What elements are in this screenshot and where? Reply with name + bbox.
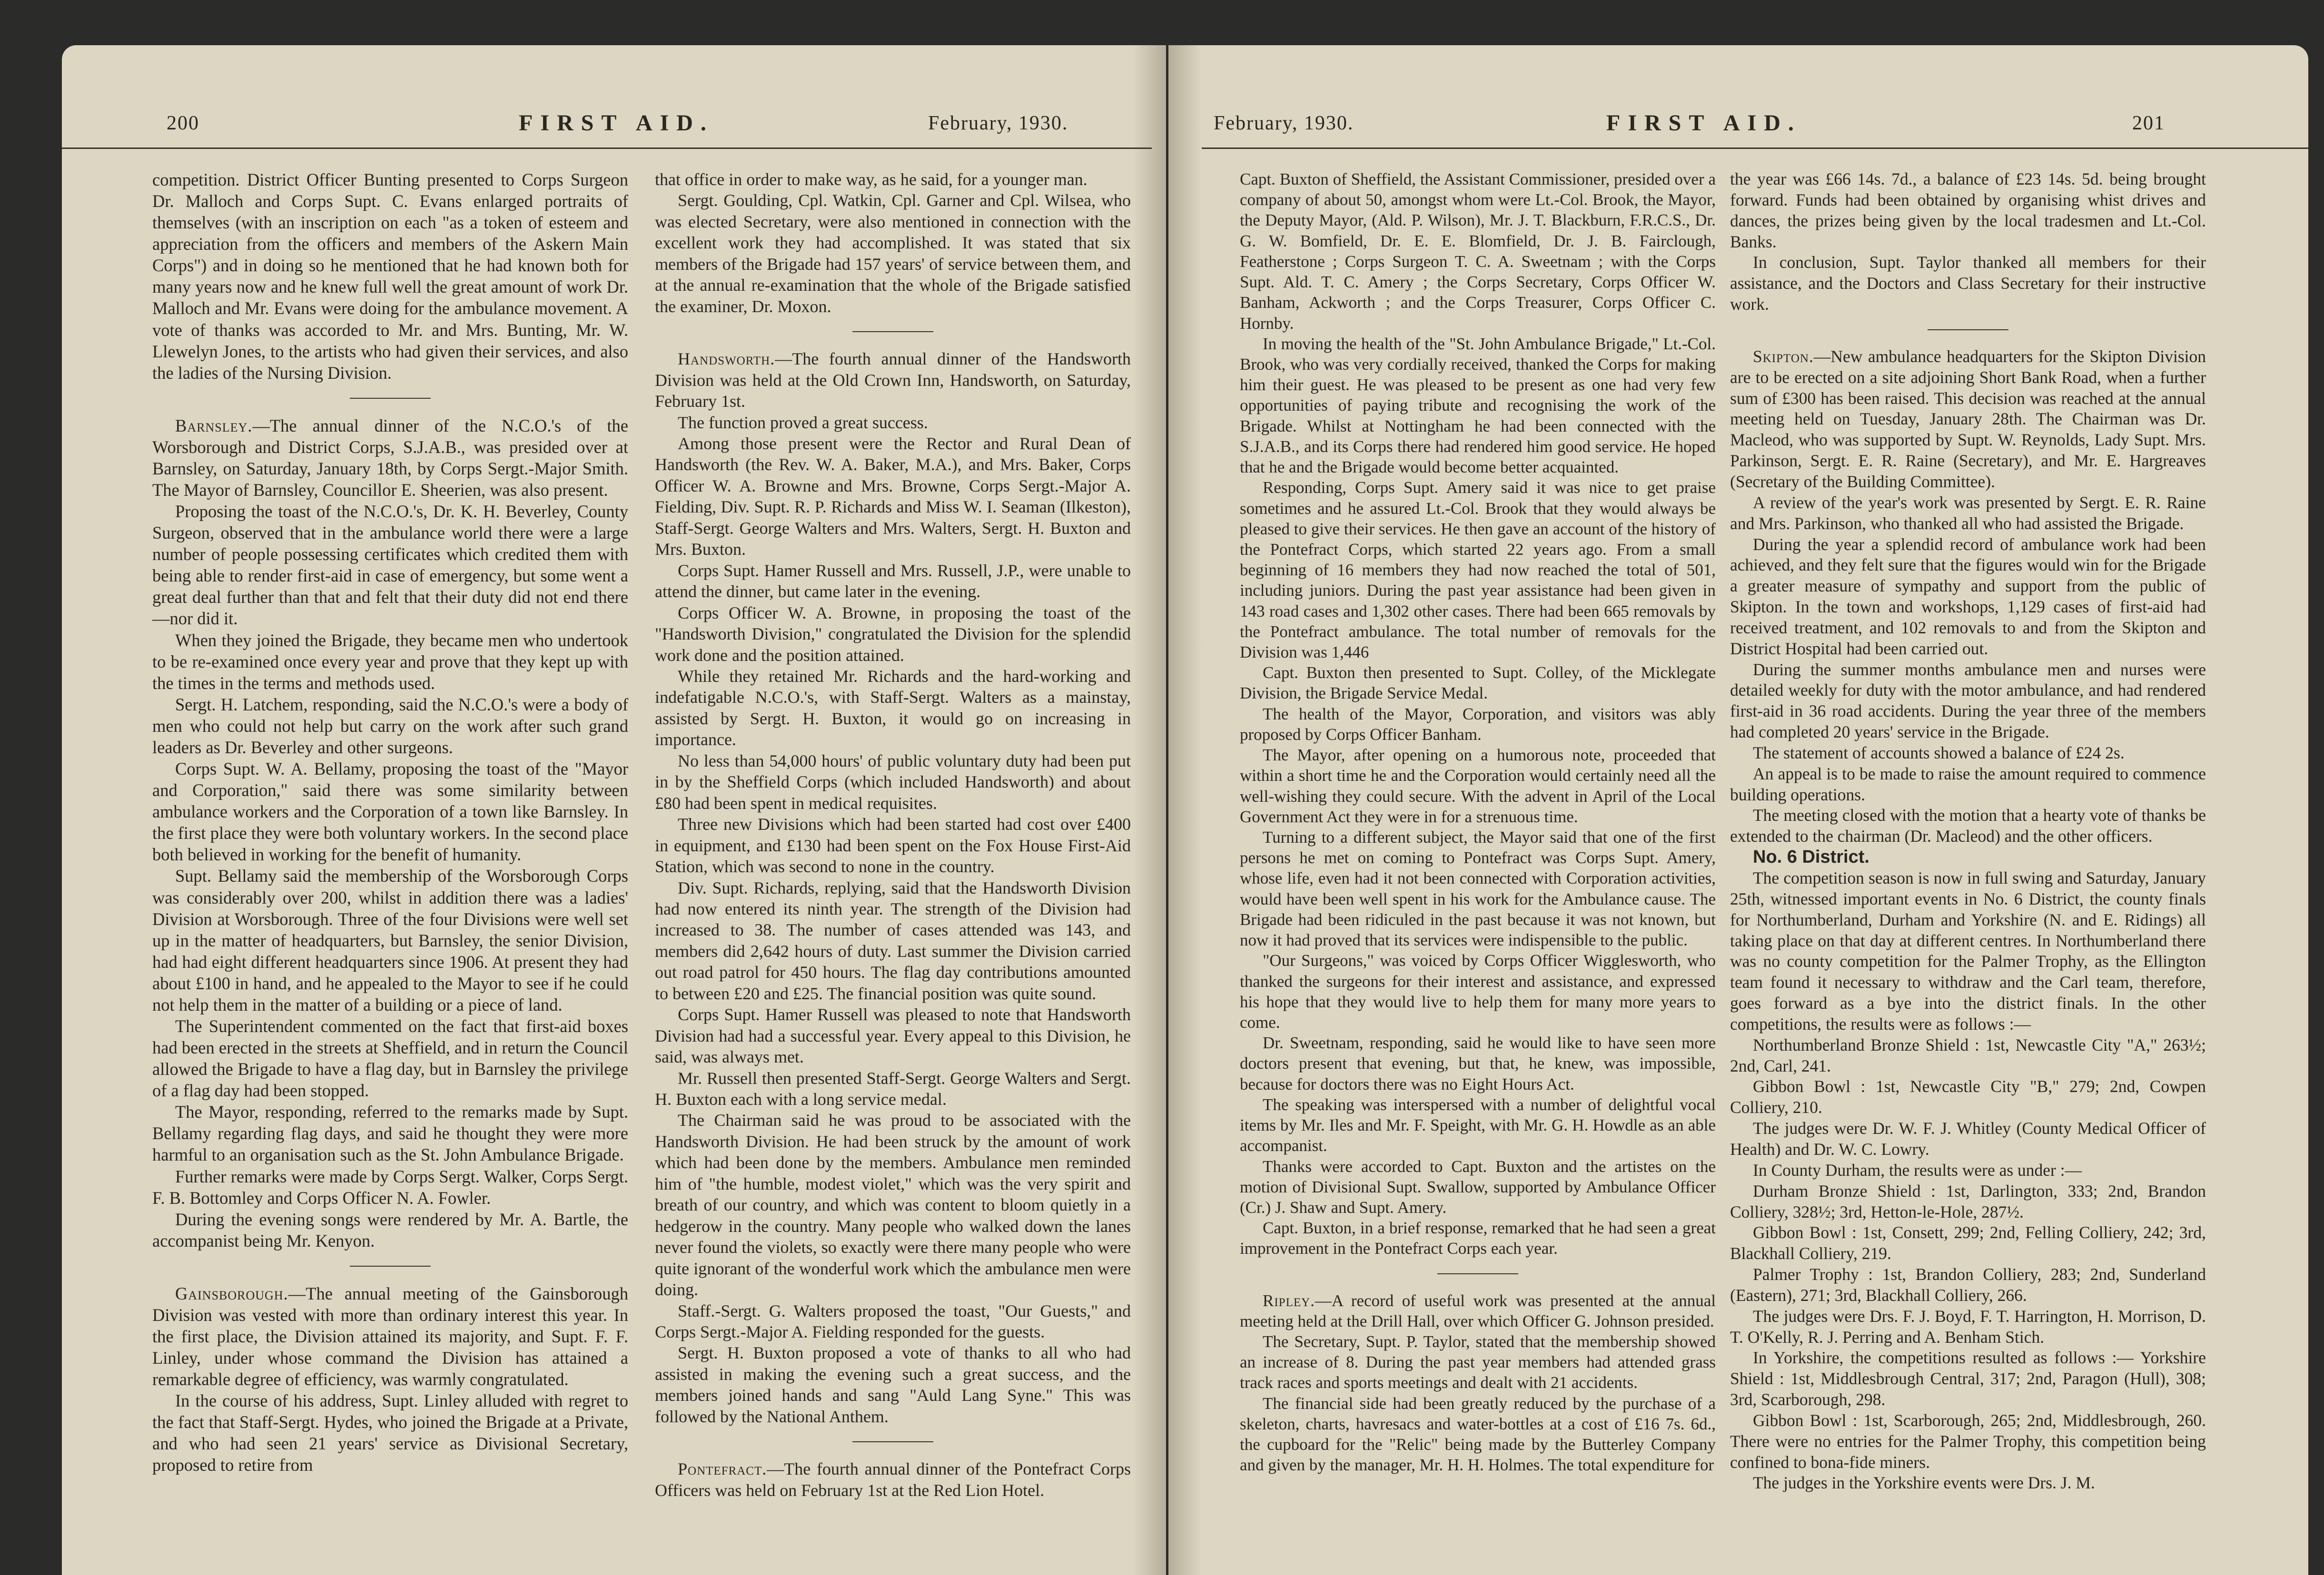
issue-date: February, 1930.: [1214, 112, 1354, 134]
header-rule: [1202, 148, 2308, 149]
paragraph: [1240, 950, 1716, 1033]
paragraph: [152, 630, 628, 694]
paragraph: [1730, 805, 2206, 847]
section-divider: [350, 398, 431, 399]
report-paragraph-lead: [1730, 346, 2206, 492]
text-column-1: [152, 169, 628, 1476]
paragraph: [655, 169, 1131, 190]
paragraph-text: Dr. Sweetnam, responding, said he would like to have seen more doctors present that evening, but that, he knew, was impossible, because for doctors there was no Eight Hours Act.: [1240, 1034, 1716, 1093]
paragraph: [1730, 743, 2206, 764]
paragraph: [1240, 662, 1716, 703]
paragraph-text: The financial side had been greatly reduced by the purchase of a skeleton, charts, havresacs and water-bottles at a cost of £16 7s. 6d., the cupboard for the "Relic" being made by the Butterley Company and given by the manager, Mr. H. H. Holmes. The total expenditure for: [1240, 1394, 1716, 1475]
paragraph: [655, 190, 1131, 317]
paragraph-text: In Yorkshire, the competitions resulted as follows :— Yorkshire Shield : 1st, Middlesbrough Central, 317; 2nd, Paragon (Hull), 308; 3rd, Scarborough, 298.: [1730, 1348, 2206, 1409]
paragraph: [1240, 334, 1716, 478]
paragraph-text: Further remarks were made by Corps Sergt. Walker, Corps Sergt. F. B. Bottomley and Corps Officer N. A. Fowler.: [152, 1166, 628, 1208]
paragraph: [1730, 1306, 2206, 1348]
paragraph-text: Gibbon Bowl : 1st, Scarborough, 265; 2nd, Middlesbrough, 260. There were no entries for the Palmer Trophy, this competition being confined to bona-fide miners.: [1730, 1410, 2206, 1472]
paragraph-text: Sergt. Goulding, Cpl. Watkin, Cpl. Garner and Cpl. Wilsea, who was elected Secretary, were also mentioned in connection with the excellent work they had accomplished. It was stated that six members of the Brigade had 157 years' of service between them, and at the annual re-examination that the whole of the Brigade satisfied the examiner, Dr. Moxon.: [655, 191, 1131, 316]
paragraph: [655, 412, 1131, 433]
paragraph-text: During the evening songs were rendered by Mr. A. Bartle, the accompanist being Mr. Kenyon.: [152, 1209, 628, 1250]
paragraph: [1240, 745, 1716, 827]
paragraph-text: An appeal is to be made to raise the amount required to commence building operations.: [1730, 764, 2206, 804]
paragraph: [152, 1209, 628, 1251]
paragraph-text: Supt. Bellamy said the membership of the Worsborough Corps was considerably over 200, whilst in addition there was a ladies' Division at Worsborough. Three of the four Divisions were well set up in the matter of headquarters, but Barnsley, the senior Division, had had eight different headquarters since 1906. At present they had about £100 in hand, and he appealed to the Mayor to see if he could not help them in the matter of a building or a piece of land.: [152, 866, 628, 1014]
paragraph: [1240, 1033, 1716, 1094]
paragraph: [1240, 1331, 1716, 1393]
paragraph: [152, 865, 628, 1015]
paragraph-text: When they joined the Brigade, they became men who undertook to be re-examined once every year and prove that they kept up with the times in the terms and methods used.: [152, 630, 628, 693]
paragraph: [655, 1068, 1131, 1110]
paragraph-text: —New ambulance headquarters for the Skipton Division are to be erected on a site adjoining Short Bank Road, when a further sum of £300 has been raised. This decision was reached at the annual meeting held on Tuesday, January 28th. The Chairman was Dr. Macleod, who was supported by Supt. W. Reynolds, Lady Supt. Mrs. Parkinson, Sergt. E. R. Raine (Secretary), and Mr. E. Hargreaves (Secretary of the Building Committee).: [1730, 346, 2206, 491]
paragraph: [655, 433, 1131, 560]
paragraph-text: Sergt. H. Latchem, responding, said the N.C.O.'s were a body of men who could not help but carry on the work after such grand leaders as Dr. Beverley and other surgeons.: [152, 694, 628, 757]
paragraph-text: Northumberland Bronze Shield : 1st, Newcastle City "A," 263½; 2nd, Carl, 241.: [1730, 1035, 2206, 1075]
paragraph-text: During the year a splendid record of ambulance work had been achieved, and they felt sure that the figures would win for the Brigade a greater measure of sympathy and support from the public of Skipton. In the town and workshops, 1,129 cases of first-aid had received treatment, and 102 removals to and from the Skipton and District Hospital had been carried out.: [1730, 534, 2206, 658]
paragraph-text: The Chairman said he was proud to be associated with the Handsworth Division. He had been struck by the amount of work which had been done by the members. Ambulance men reminded him of "the humble, modest violet," which was the very spirit and breath of our country, and which was content to bloom quietly in a hedgerow in the country. Many people who walked down the lanes never found the violets, so exactly were there many people who were quite ignorant of the wonderful work which the ambulance men were doing.: [655, 1111, 1131, 1299]
paragraph: [152, 501, 628, 629]
paragraph-text: —The annual dinner of the N.C.O.'s of the Worsborough and District Corps, S.J.A.B., was presided over at Barnsley, on Saturday, January 18th, by Corps Sergt.-Major Smith. The Mayor of Barnsley, Councillor E. Sheerien, was also present.: [152, 415, 628, 500]
text-column-2: [655, 169, 1131, 1501]
paragraph: [152, 169, 628, 384]
paragraph-text: Thanks were accorded to Capt. Buxton and the artistes on the motion of Divisional Supt. Swallow, supported by Ambulance Officer (Cr.) J. Shaw and Supt. Amery.: [1240, 1157, 1716, 1217]
paragraph-text: —The fourth annual dinner of the Pontefract Corps Officers was held on February 1st at the Red Lion Hotel.: [655, 1459, 1131, 1500]
paragraph: [1730, 1118, 2206, 1160]
paragraph: [1240, 1393, 1716, 1476]
paragraph-text: Palmer Trophy : 1st, Brandon Colliery, 283; 2nd, Sunderland (Eastern), 271; 3rd, Blackhall Colliery, 266.: [1730, 1265, 2206, 1305]
right-page: [1168, 45, 2308, 1575]
issue-date: February, 1930.: [928, 112, 1068, 134]
paragraph-text: Proposing the toast of the N.C.O.'s, Dr. K. H. Beverley, County Surgeon, observed that in the ambulance world there were a large number of people possessing certificates which credited them with being able to render first-aid in case of emergency, but some went a great deal further than that and felt that their duty did not end there—nor did it.: [152, 502, 628, 629]
paragraph-text: The speaking was interspersed with a number of delightful vocal items by Mr. Iles and Mr. F. Speight, with Mr. G. H. Howdle as an able accompanist.: [1240, 1095, 1716, 1155]
section-divider: [350, 1266, 431, 1267]
paragraph-text: Mr. Russell then presented Staff-Sergt. George Walters and Sergt. H. Buxton each with a long service medal.: [655, 1068, 1131, 1109]
report-paragraph-lead: [655, 1458, 1131, 1501]
paragraph-text: that office in order to make way, as he said, for a younger man.: [655, 170, 1088, 189]
paragraph: [1730, 1264, 2206, 1306]
paragraph-text: Durham Bronze Shield : 1st, Darlington, 333; 2nd, Brandon Colliery, 328½; 3rd, Hetton-le-Hole, 287½.: [1730, 1181, 2206, 1221]
report-location-heading: Barnsley.: [175, 415, 253, 435]
paragraph-text: The function proved a great success.: [678, 413, 928, 432]
paragraph: [1730, 1222, 2206, 1264]
journal-title: FIRST AID.: [1606, 110, 1801, 136]
paragraph: [152, 1166, 628, 1209]
paragraph-text: The health of the Mayor, Corporation, and visitors was ably proposed by Corps Officer Banham.: [1240, 704, 1716, 744]
paragraph: [152, 1101, 628, 1165]
paragraph: [1240, 1156, 1716, 1218]
paragraph: [655, 1110, 1131, 1300]
paragraph: [1730, 764, 2206, 806]
section-divider: [1437, 1273, 1518, 1274]
paragraph-text: During the summer months ambulance men and nurses were detailed weekly for duty with the motor ambulance, and had rendered first-aid in 36 road accidents. During the year three of the members had completed 20 years' service in the Brigade.: [1730, 660, 2206, 742]
paragraph-text: Sergt. H. Buxton proposed a vote of thanks to all who had assisted in making the evening such a great success, and the members joined hands and sang "Auld Lang Syne." This was followed by the National Anthem.: [655, 1343, 1131, 1426]
paragraph-text: In the course of his address, Supt. Linley alluded with regret to the fact that Staff-Sergt. Hydes, who joined the Brigade at a Private, and who had seen 21 years' service as Divisional Secretary, proposed to retire from: [152, 1391, 628, 1475]
paragraph-text: Gibbon Bowl : 1st, Newcastle City "B," 279; 2nd, Cowpen Colliery, 210.: [1730, 1077, 2206, 1117]
paragraph: [655, 560, 1131, 602]
paragraph: [1730, 660, 2206, 743]
paragraph-text: In County Durham, the results were as under :—: [1753, 1160, 2082, 1180]
paragraph: [152, 758, 628, 865]
paragraph: [1730, 1076, 2206, 1118]
paragraph-text: Among those present were the Rector and Rural Dean of Handsworth (the Rev. W. A. Baker, M.A.), and Mrs. Baker, Corps Officer W. A. Browne and Mrs. Browne, Corps Sergt.-Major A. Fielding, Div. Supt. R. P. Richards and Miss W. I. Seaman (Ilkeston), Staff-Sergt. George Walters and Mrs. Walters, Sergt. H. Buxton and Mrs. Buxton.: [655, 433, 1131, 559]
paragraph: [1730, 868, 2206, 1035]
paragraph: [1730, 492, 2206, 534]
paragraph: [1730, 1160, 2206, 1181]
paragraph: [1730, 1348, 2206, 1410]
paragraph-text: While they retained Mr. Richards and the hard-working and indefatigable N.C.O.'s, with Staff-Sergt. Walters as a mainstay, assisted by Sergt. H. Buxton, it would go on increasing in importance.: [655, 666, 1131, 749]
paragraph-text: Corps Supt. W. A. Bellamy, proposing the toast of the "Mayor and Corporation," said there was some similarity between ambulance workers and the Corporation of a town like Barnsley. In the first place they were both voluntary workers. In the second place both believed in working for the benefit of humanity.: [152, 759, 628, 865]
paragraph-text: The Mayor, responding, referred to the remarks made by Supt. Bellamy regarding flag days, and said he thought they were more harmful to an organisation such as the St. John Ambulance Brigade.: [152, 1102, 628, 1165]
paragraph-text: In conclusion, Supt. Taylor thanked all members for their assistance, and the Doctors and Class Secretary for their instructive work.: [1730, 253, 2206, 314]
paragraph-text: Turning to a different subject, the Mayor said that one of the first persons he met on coming to Pontefract was Corps Supt. Amery, whose life, even had it not been connected with Corporation activities, would have been well spent in his work for the Ambulance cause. The Brigade had been ridiculed in the past because it was not known, but now it had proved that its services were indispensible to the public.: [1240, 828, 1716, 950]
report-location-heading: Gainsborough.: [175, 1283, 288, 1303]
paragraph: [1730, 169, 2206, 252]
report-location-heading: Skipton.: [1753, 346, 1814, 366]
paragraph-text: —The fourth annual dinner of the Handsworth Division was held at the Old Crown Inn, Handsworth, on Saturday, February 1st.: [655, 349, 1131, 411]
paragraph: [1240, 1094, 1716, 1156]
paragraph: [1240, 1218, 1716, 1259]
paragraph-text: The Superintendent commented on the fact that first-aid boxes had been erected in the streets at Sheffield, and in return the Council allowed the Brigade to have a flag day, but in Barnsley the privilege of a flag day had been stopped.: [152, 1016, 628, 1101]
paragraph: [1730, 534, 2206, 660]
paragraph: [1730, 1410, 2206, 1473]
paragraph: [655, 602, 1131, 666]
paragraph-text: A review of the year's work was presented by Sergt. E. R. Raine and Mrs. Parkinson, who thanked all who had assisted the Brigade.: [1730, 492, 2206, 533]
report-paragraph-lead: [1240, 1290, 1716, 1331]
paragraph-text: The competition season is now in full swing and Saturday, January 25th, witnessed important events in No. 6 District, the county finals for Northumberland, Durham and Yorkshire (N. and E. Ridings) all taking place on that day at different centres. In Northumberland there was no county competition for the Palmer Trophy, as the Ellington team found it necessary to withdraw and the Carl team, therefore, goes forward as a bye into the district finals. In the other competitions, the results were as follows :—: [1730, 868, 2206, 1034]
paragraph-text: In moving the health of the "St. John Ambulance Brigade," Lt.-Col. Brook, who was very cordially received, thanked the Corps for making him their guest. He was pleased to be present as one had very few opportunities of paying tribute and recognising the work of the Brigade. Whilst at Nottingham he had been connected with the S.J.A.B., and its Corps there had rendered him good service. He hoped that he and the Brigade would become better acquainted.: [1240, 334, 1716, 477]
header-rule: [62, 148, 1152, 149]
paragraph: [655, 877, 1131, 1004]
section-divider: [1928, 329, 2008, 330]
paragraph: [1730, 1181, 2206, 1223]
paragraph: [152, 694, 628, 758]
paragraph: [1730, 1473, 2206, 1494]
paragraph: [1240, 169, 1716, 334]
paragraph-text: Corps Supt. Hamer Russell and Mrs. Russell, J.P., were unable to attend the dinner, but came later in the evening.: [655, 561, 1131, 601]
paragraph-text: The statement of accounts showed a balance of £24 2s.: [1753, 743, 2125, 762]
paragraph-text: The meeting closed with the motion that a hearty vote of thanks be extended to the chairman (Dr. Macleod) and the other officers.: [1730, 806, 2206, 846]
paragraph: [1240, 477, 1716, 662]
paragraph: [655, 666, 1131, 750]
paragraph-text: —The annual meeting of the Gainsborough Division was vested with more than ordinary interest this year. In the first place, the Division attained its majority, and Supt. F. F. Linley, under whose command the Division has attained a remarkable degree of efficiency, was warmly congratulated.: [152, 1283, 628, 1389]
paragraph-text: Corps Officer W. A. Browne, in proposing the toast of the "Handsworth Division," congratulated the Division for the splendid work done and the position attained.: [655, 603, 1131, 665]
paragraph-text: The Secretary, Supt. P. Taylor, stated that the membership showed an increase of 8. During the past year members had attended grass track races and sports meetings and dealt with 21 accidents.: [1240, 1332, 1716, 1392]
paragraph-text: —A record of useful work was presented at the annual meeting held at the Drill Hall, over which Officer G. Johnson presided.: [1240, 1291, 1716, 1330]
paragraph-text: Div. Supt. Richards, replying, said that the Handsworth Division had now entered its ninth year. The strength of the Division had increased to 38. The number of cases attended was 143, and members did 2,642 hours of duty. Last summer the Division carried out road patrol for 450 hours. The flag day contributions amounted to between £20 and £25. The financial position was quite sound.: [655, 878, 1131, 1003]
paragraph-text: No less than 54,000 hours' of public voluntary duty had been put in by the Sheffield Corps (which included Handsworth) and about £80 had been spent in medical requisites.: [655, 751, 1131, 813]
page-number: 200: [167, 112, 199, 134]
paragraph: [1730, 1035, 2206, 1077]
paragraph-text: "Our Surgeons," was voiced by Corps Officer Wigglesworth, who thanked the surgeons for their interest and assistance, and expressed his hope that they would live to help them for many more years to come.: [1240, 951, 1716, 1032]
paragraph: [655, 750, 1131, 814]
paragraph-text: Gibbon Bowl : 1st, Consett, 299; 2nd, Felling Colliery, 242; 3rd, Blackhall Colliery, 219.: [1730, 1223, 2206, 1263]
report-paragraph-lead: [655, 348, 1131, 412]
right-page-header: [1168, 112, 2308, 150]
paragraph-text: Capt. Buxton of Sheffield, the Assistant Commissioner, presided over a company of about 50, amongst whom were Lt.-Col. Brook, the Mayor, the Deputy Mayor, (Ald. P. Wilson), Mr. J. T. Blackburn, F.R.C.S., Dr. G. W. Bomfield, Dr. E. E. Blomfield, Dr. J. B. Fairclough, Featherstone ; Corps Surgeon T. C. A. Sweetnam ; with the Corps Supt. Ald. T. C. Amery ; the Corps Secretary, Corps Officer W. Banham, Ackworth ; and the Corps Treasurer, Corps Officer C. Hornby.: [1240, 170, 1716, 333]
paragraph: [655, 1004, 1131, 1067]
page-number: 201: [2132, 112, 2165, 134]
report-paragraph-lead: [152, 1283, 628, 1390]
paragraph-text: The judges were Drs. F. J. Boyd, F. T. Harrington, H. Morrison, D. T. O'Kelly, R. J. Perring and A. Benham Stich.: [1730, 1306, 2206, 1347]
section-heading: No. 6 District.: [1753, 847, 1869, 867]
paragraph: [655, 1342, 1131, 1427]
paragraph: [152, 1015, 628, 1101]
paragraph: [152, 1390, 628, 1476]
paragraph-text: The judges in the Yorkshire events were Drs. J. M.: [1753, 1473, 2095, 1493]
text-column-1: [1240, 169, 1716, 1476]
paragraph-text: The Mayor, after opening on a humorous note, proceeded that within a short time he and the Corporation would certainly need all the well-wishing they could secure. With the advent in April of the Local Government Act they were in for a strenuous time.: [1240, 746, 1716, 826]
paragraph-text: Capt. Buxton, in a brief response, remarked that he had seen a great improvement in the Pontefract Corps each year.: [1240, 1219, 1716, 1258]
paragraph: [1240, 827, 1716, 950]
report-location-heading: Pontefract.: [678, 1459, 767, 1479]
section-divider: [852, 331, 933, 332]
paragraph-text: The judges were Dr. W. F. J. Whitley (County Medical Officer of Health) and Dr. W. C. Lowry.: [1730, 1119, 2206, 1159]
paragraph-text: the year was £66 14s. 7d., a balance of £23 14s. 5d. being brought forward. Funds had been obtained by organising whist drives and dances, the prizes being given by the local tradesmen and Lt.-Col. Banks.: [1730, 169, 2206, 251]
report-paragraph-lead: [152, 415, 628, 501]
gutter-shadow: [1168, 45, 1202, 1575]
paragraph: [1730, 252, 2206, 315]
paragraph: [1240, 704, 1716, 745]
report-location-heading: Ripley.: [1263, 1291, 1315, 1310]
text-column-2: [1730, 169, 2206, 1494]
paragraph-text: Three new Divisions which had been started had cost over £400 in equipment, and £130 had been spent on the Fox House First-Aid Station, which was second to none in the country.: [655, 815, 1131, 876]
paragraph-text: competition. District Officer Bunting presented to Corps Surgeon Dr. Malloch and Corps Supt. C. Evans enlarged portraits of themselves (with an inscription on each "as a token of esteem and appreciation from the officers and members of the Askern Main Corps") and in doing so he mentioned that he had known both for many years now and he knew full well the great amount of work Dr. Malloch and Mr. Evans were doing for the ambulance movement. A vote of thanks was accorded to Mr. and Mrs. Bunting, Mr. W. Llewelyn Jones, to the artists who had given their services, and also the ladies of the Nursing Division.: [152, 170, 628, 383]
left-page: [62, 45, 1166, 1575]
paragraph: [655, 814, 1131, 877]
paragraph-text: Responding, Corps Supt. Amery said it was nice to get praise sometimes and he assured Lt.-Col. Brook that they would always be pleased to give their services. He then gave an account of the history of the Pontefract Corps, which started 22 years ago. From a small beginning of 16 members they had now reached the total of 501, including juniors. During the past year assistance had been given in 143 road cases and 1,302 other cases. There had been 665 removals by the Pontefract ambulance. The total number of removals for the Division was 1,446: [1240, 478, 1716, 662]
report-location-heading: Handsworth.: [678, 349, 775, 369]
paragraph: [655, 1300, 1131, 1343]
paragraph-text: Corps Supt. Hamer Russell was pleased to note that Handsworth Division had had a successful year. Every appeal to this Division, he said, was always met.: [655, 1005, 1131, 1067]
left-page-header: [62, 112, 1166, 150]
journal-title: FIRST AID.: [519, 110, 714, 136]
gutter-shadow: [1133, 45, 1166, 1575]
paragraph-text: Capt. Buxton then presented to Supt. Colley, of the Micklegate Division, the Brigade Service Medal.: [1240, 663, 1716, 703]
section-divider: [852, 1441, 933, 1442]
paragraph-text: Staff.-Sergt. G. Walters proposed the toast, "Our Guests," and Corps Sergt.-Major A. Fielding responded for the guests.: [655, 1301, 1131, 1342]
